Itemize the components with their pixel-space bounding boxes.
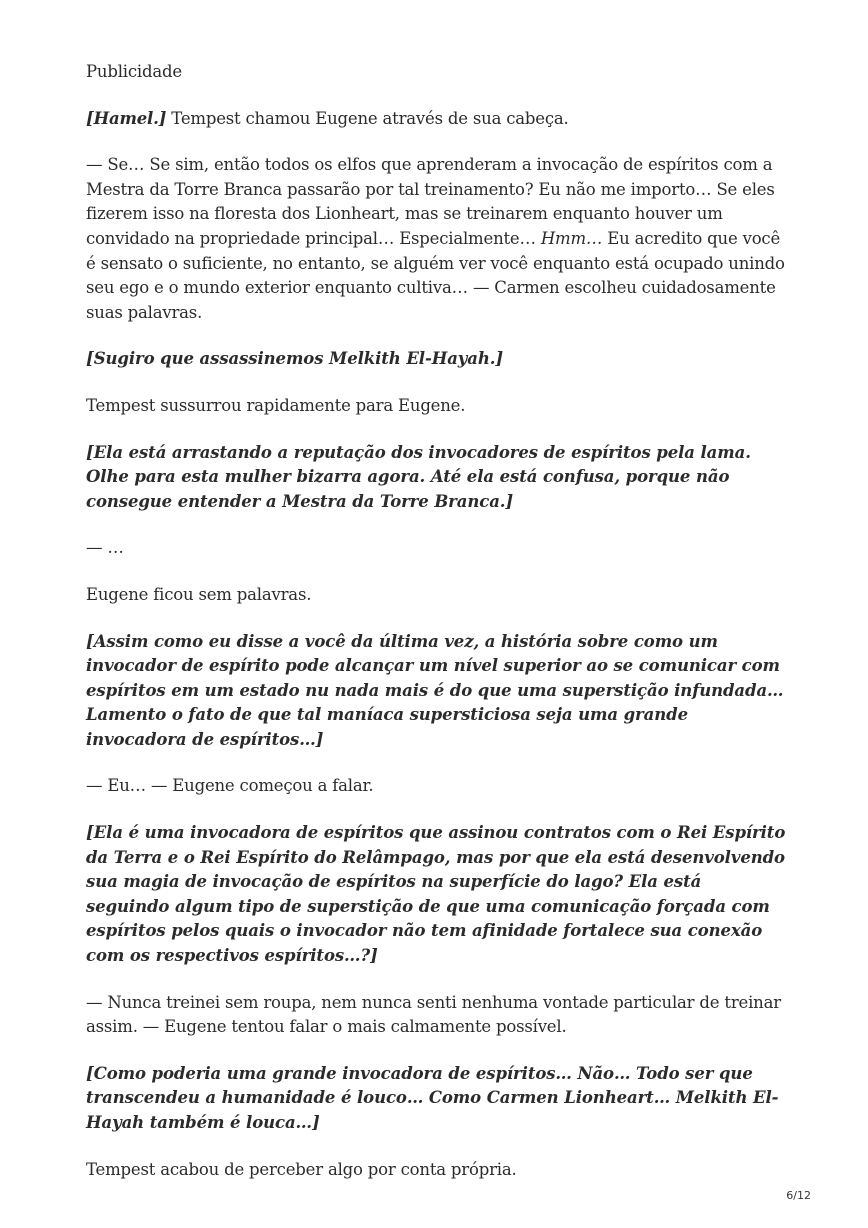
paragraph-2: [86, 153, 786, 325]
spirit-speech-paragraph-3: [Sugiro que assassinemos Melkith El-Hayah.]: [86, 349, 504, 369]
spirit-speech-paragraph-10: [Ela é uma invocadora de espíritos que assinou contratos com o Rei Espírito da Terra e o Rei Espírito do Relâmpago, mas por que ela está desenvolvendo sua magia de invocação de espíritos na superfície do lago? Ela está seguindo algum tipo de superstição de que uma comunicação forçada com espíritos pelos quais o invocador não tem afinidade fortalece sua conexão com os respectivos espíritos…?]: [86, 823, 786, 966]
page-number: 6/12: [786, 1189, 811, 1202]
paragraph-11: — Nunca treinei sem roupa, nem nunca senti nenhuma vontade particular de treinar assim. — Eugene tentou falar o mais calmamente possível.: [86, 992, 781, 1037]
paragraph-7: Eugene ficou sem palavras.: [86, 584, 312, 604]
paragraph-1: [86, 107, 786, 132]
emphasis-text: Hmm…: [540, 228, 603, 248]
spirit-speech-paragraph-5: [Ela está arrastando a reputação dos invocadores de espíritos pela lama. Olhe para esta mulher bizarra agora. Até ela está confusa, porque não consegue entender a Mestra da Torre Branca.]: [86, 442, 751, 511]
dialogue-text: — Se… Se sim, então todos os elfos que aprenderam a invocação de espíritos com a Mestra da Torre Branca passarão por tal treinamento? Eu não me importo… Se eles fizerem isso na floresta dos Lionheart, mas se treinarem enquanto houver um convidado na propriedade principal… Especialmente…: [86, 155, 775, 248]
dialogue-text-continued: Eu acredito que você é sensato o suficiente, no entanto, se alguém ver você enquanto está ocupado unindo seu ego e o mundo exterior enquanto cultiva… — Carmen escolheu cuidadosamente suas palavras.: [86, 228, 785, 322]
spirit-speech-paragraph-12: [Como poderia uma grande invocadora de espíritos… Não… Todo ser que transcendeu a humanidade é louco… Como Carmen Lionheart… Melkith El-Hayah também é louca…]: [86, 1063, 779, 1132]
document-page: [86, 60, 786, 1204]
paragraph-9: — Eu… — Eugene começou a falar.: [86, 776, 374, 796]
paragraph-13: Tempest acabou de perceber algo por conta própria.: [86, 1159, 517, 1179]
paragraph-6: — …: [86, 538, 124, 558]
spirit-speech-inline: [Hamel.]: [86, 108, 167, 128]
narration-text: Tempest chamou Eugene através de sua cabeça.: [166, 108, 569, 128]
paragraph-4: Tempest sussurrou rapidamente para Eugene.: [86, 395, 466, 415]
spirit-speech-paragraph-8: [Assim como eu disse a você da última vez, a história sobre como um invocador de espírito pode alcançar um nível superior ao se comunicar com espíritos em um estado nu nada mais é do que uma superstição infundada… Lamento o fato de que tal maníaca supersticiosa seja uma grande invocadora de espíritos…]: [86, 631, 784, 749]
advert-label: Publicidade: [86, 62, 182, 81]
